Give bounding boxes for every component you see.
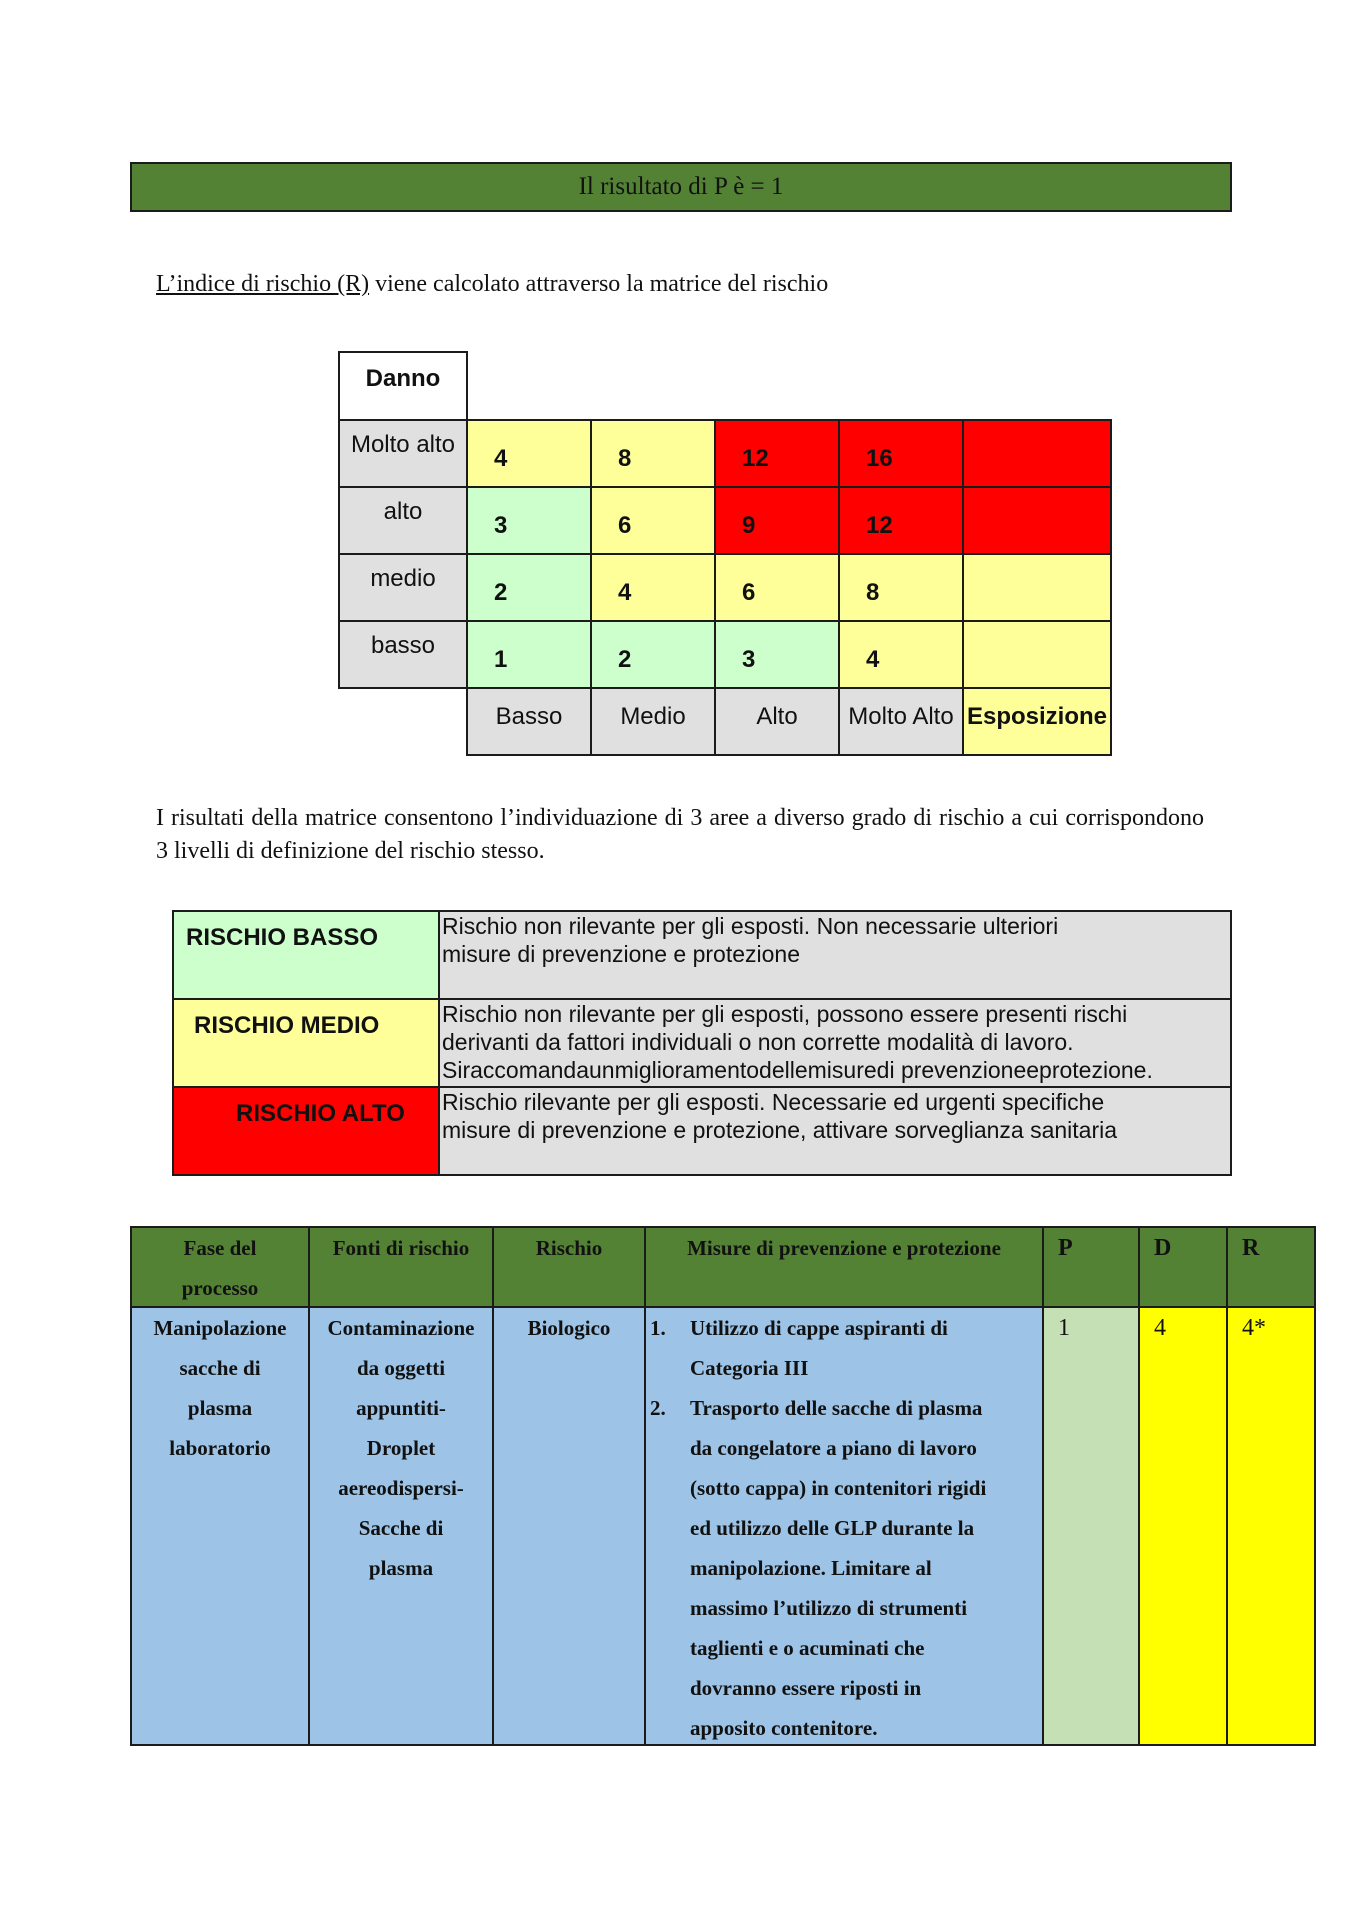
misura-line: massimo l’utilizzo di strumenti — [690, 1596, 968, 1620]
fonti-line: Sacche di — [358, 1516, 444, 1540]
matrix-cell: 4 — [466, 419, 592, 488]
result-banner — [130, 162, 1232, 212]
intro-paragraph — [156, 268, 828, 301]
fonti-line: Contaminazione — [327, 1316, 475, 1340]
intro-underlined: L’indice di rischio (R) — [156, 271, 370, 297]
matrix-cell — [962, 486, 1112, 555]
cell-d — [1138, 1306, 1228, 1746]
matrix-cell: 8 — [838, 553, 964, 622]
matrix-cell — [962, 620, 1112, 689]
matrix-cell: 4 — [590, 553, 716, 622]
cell-fonti — [308, 1306, 494, 1746]
fase-line: Manipolazione — [153, 1316, 287, 1340]
misura-number: 2. — [650, 1396, 666, 1420]
misura-line: Utilizzo di cappe aspiranti di — [690, 1316, 948, 1340]
fonti-line: aereodispersi- — [338, 1476, 464, 1500]
misura-item — [646, 1308, 1042, 1388]
misura-line: Trasporto delle sacche di plasma — [690, 1396, 983, 1420]
legend-description-line: derivanti da fattori individuali o non corrette modalità di lavoro. — [442, 1029, 1074, 1055]
legend-level-name: RISCHIO ALTO — [172, 1086, 440, 1176]
misura-item — [646, 1388, 1042, 1748]
header-fonti — [308, 1226, 494, 1308]
cell-rischio — [492, 1306, 646, 1746]
matrix-row-label: alto — [338, 486, 468, 555]
cell-p — [1042, 1306, 1140, 1746]
p-value: 1 — [1058, 1315, 1070, 1341]
header-r — [1226, 1226, 1316, 1308]
header-rischio-text: Rischio — [535, 1236, 603, 1260]
matrix-cell — [962, 553, 1112, 622]
matrix-row-label: basso — [338, 620, 468, 689]
matrix-cell: 2 — [590, 620, 716, 689]
matrix-cell: 6 — [714, 553, 840, 622]
fase-line: plasma — [187, 1396, 253, 1420]
header-r-text: R — [1242, 1235, 1260, 1261]
matrix-corner-danno: Danno — [338, 351, 468, 421]
matrix-axis-esposizione: Esposizione — [962, 687, 1112, 756]
legend-level-name: RISCHIO MEDIO — [172, 998, 440, 1088]
rischio-text: Biologico — [527, 1316, 611, 1340]
legend-description-line: Rischio non rilevante per gli esposti. Non necessarie ulteriori — [442, 913, 1059, 939]
header-misure — [644, 1226, 1044, 1308]
matrix-cell: 2 — [466, 553, 592, 622]
misura-line: (sotto cappa) in contenitori rigidi — [690, 1476, 987, 1500]
legend-level-name: RISCHIO BASSO — [172, 910, 440, 1000]
matrix-cell: 6 — [590, 486, 716, 555]
misura-line: da congelatore a piano di lavoro — [690, 1436, 977, 1460]
legend-description-line: Siraccomandaunmiglioramentodellemisuredi prevenzioneeprotezione. — [442, 1057, 1153, 1083]
fonti-line: Droplet — [366, 1436, 436, 1460]
legend-row — [172, 998, 1232, 1088]
fase-line: sacche di — [179, 1356, 261, 1380]
header-fase — [130, 1226, 310, 1308]
matrix-cell: 9 — [714, 486, 840, 555]
matrix-cell: 8 — [590, 419, 716, 488]
header-rischio — [492, 1226, 646, 1308]
legend-level-description — [438, 910, 1232, 1000]
matrix-cell: 4 — [838, 620, 964, 689]
intro-rest: viene calcolato attraverso la matrice del rischio — [369, 271, 829, 297]
fonti-line: appuntiti- — [356, 1396, 446, 1420]
matrix-cell — [962, 419, 1112, 488]
matrix-column-label: Alto — [714, 687, 840, 756]
matrix-row-label: Molto alto — [338, 419, 468, 488]
header-fase-line1: Fase del — [183, 1236, 257, 1260]
misura-number: 1. — [650, 1316, 666, 1340]
misura-line: taglienti e o acuminati che — [690, 1636, 925, 1660]
matrix-cell: 12 — [714, 419, 840, 488]
matrix-cell: 12 — [838, 486, 964, 555]
misura-line: ed utilizzo delle GLP durante la — [690, 1516, 975, 1540]
header-misure-text: Misure di prevenzione e protezione — [687, 1236, 1001, 1260]
legend-description-line: Rischio non rilevante per gli esposti, possono essere presenti rischi — [442, 1001, 1128, 1027]
matrix-column-label: Molto Alto — [838, 687, 964, 756]
legend-description-line: misure di prevenzione e protezione — [442, 941, 800, 967]
misura-line: apposito contenitore. — [690, 1716, 878, 1740]
d-value: 4 — [1154, 1315, 1166, 1341]
matrix-row-label: medio — [338, 553, 468, 622]
matrix-cell: 16 — [838, 419, 964, 488]
header-p — [1042, 1226, 1140, 1308]
matrix-cell: 3 — [466, 486, 592, 555]
header-d — [1138, 1226, 1228, 1308]
legend-description-line: misure di prevenzione e protezione, attivare sorveglianza sanitaria — [442, 1117, 1118, 1143]
header-fase-line2: processo — [181, 1276, 259, 1300]
fonti-line: plasma — [368, 1556, 434, 1580]
matrix-column-label: Medio — [590, 687, 716, 756]
matrix-cell: 1 — [466, 620, 592, 689]
cell-misure — [644, 1306, 1044, 1746]
misura-line: manipolazione. Limitare al — [690, 1556, 932, 1580]
header-fonti-text: Fonti di rischio — [332, 1236, 470, 1260]
result-banner-text: Il risultato di P è = 1 — [578, 173, 784, 200]
cell-fase — [130, 1306, 310, 1746]
legend-description-line: Rischio rilevante per gli esposti. Necessarie ed urgenti specifiche — [442, 1089, 1105, 1115]
cell-r — [1226, 1306, 1316, 1746]
legend-row — [172, 1086, 1232, 1176]
header-p-text: P — [1058, 1235, 1073, 1261]
fase-line: laboratorio — [169, 1436, 271, 1460]
header-d-text: D — [1154, 1235, 1172, 1261]
r-value: 4* — [1242, 1315, 1266, 1341]
legend-row — [172, 910, 1232, 1000]
fonti-line: da oggetti — [356, 1356, 446, 1380]
misura-line: Categoria III — [690, 1356, 809, 1380]
legend-level-description — [438, 1086, 1232, 1176]
matrix-cell: 3 — [714, 620, 840, 689]
misura-line: dovranno essere riposti in — [690, 1676, 922, 1700]
matrix-column-label: Basso — [466, 687, 592, 756]
matrix-results-paragraph: I risultati della matrice consentono l’individuazione di 3 aree a diverso grado di rischio a cui corrispondono 3 livelli di definizione del rischio stesso. — [156, 805, 1204, 864]
legend-level-description — [438, 998, 1232, 1088]
